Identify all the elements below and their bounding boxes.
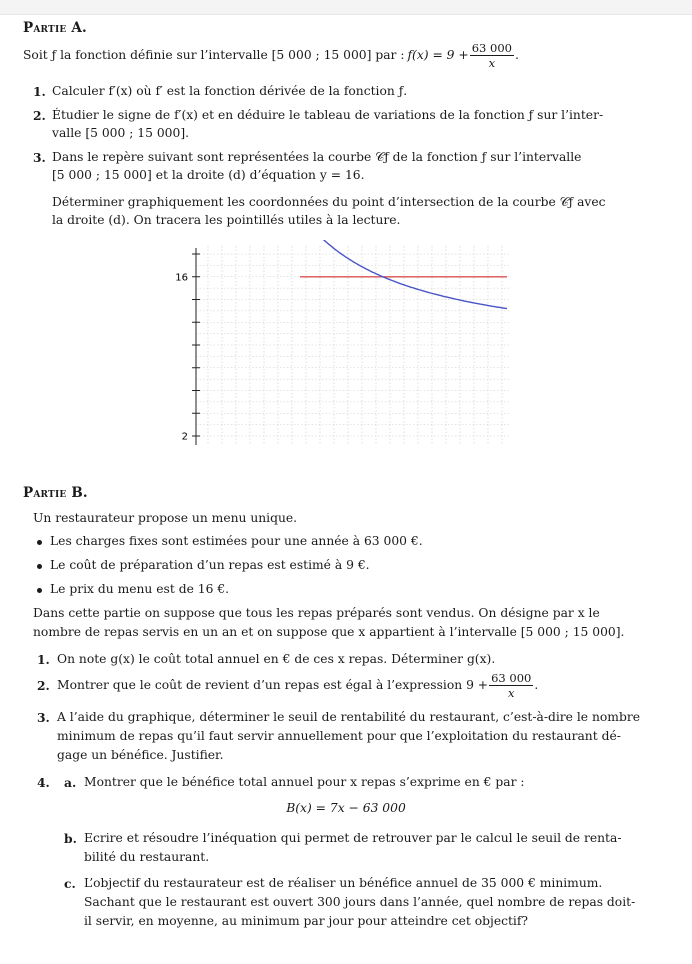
partB-bullet-3: Le prix du menu est de 16 €. [50, 582, 230, 596]
partB-intro: Un restaurateur propose un menu unique. [33, 511, 298, 525]
partB-q3-line3: gage un bénéfice. Justifier. [57, 748, 224, 762]
partA-q2-line1: Étudier le signe de f′(x) et en déduire le tableau de variations de la fonction ƒ sur l’inter- [52, 108, 604, 122]
graph-grid [196, 246, 510, 444]
partA-title: Partie A. [23, 20, 87, 36]
bullet-icon [37, 540, 42, 545]
partA-intro-text: Soit ƒ la fonction définie sur l’intervalle [5 000 ; 15 000] par : [23, 48, 405, 62]
y-tick-label-2: 2 [181, 431, 188, 443]
partA-intro-fx: f(x) = 9 + [407, 48, 469, 62]
partA-q3-number: 3. [33, 150, 46, 165]
partA-q3-line2: [5 000 ; 15 000] et la droite (d) d’équation y = 16. [52, 168, 365, 182]
partB-q4b-label: b. [64, 831, 77, 846]
fraction-denominator: x [507, 685, 515, 700]
partB-q4c-line3: il servir, en moyenne, au minimum par jour pour atteindre cet objectif? [84, 914, 529, 928]
fraction-denominator: x [488, 55, 496, 70]
partB-q4-number: 4. [37, 775, 50, 790]
partB-q3-line1: A l’aide du graphique, déterminer le seuil de rentabilité du restaurant, c’est-à-dire le nombre [57, 710, 640, 724]
partB-q4a-label: a. [64, 775, 77, 790]
partB-bullet-1: Les charges fixes sont estimées pour une année à 63 000 €. [50, 534, 423, 548]
partA-q1-number: 1. [33, 84, 46, 99]
partB-q1-number: 1. [37, 652, 50, 667]
partB-q4b-line2: bilité du restaurant. [84, 850, 210, 864]
bullet-icon [37, 588, 42, 593]
partB-para-line2: nombre de repas servis en un an et on suppose que x appartient à l’intervalle [5 000 ; 15 000]. [33, 625, 625, 639]
partB-q2-fraction [489, 671, 533, 700]
partA-intro: Soit ƒ la fonction définie sur l’intervalle [5 000 ; 15 000] par : f(x) = 9 + $\frac{63 000}{x}$ . [23, 40, 519, 70]
fraction-numerator: 63 000 [491, 670, 532, 685]
partB-q2-number: 2. [37, 678, 50, 693]
partA-q2-line2: valle [5 000 ; 15 000]. [52, 126, 190, 140]
partB-q4b-line1: Ecrire et résoudre l’inéquation qui permet de retrouver par le calcul le seuil de renta- [84, 831, 622, 845]
partA-intro-fraction [470, 41, 514, 70]
partA-q3-line1: Dans le repère suivant sont représentées la courbe 𝒞ƒ de la fonction ƒ sur l’intervalle [52, 150, 582, 164]
bullet-icon [37, 564, 42, 569]
fraction-numerator: 63 000 [471, 40, 512, 55]
partB-q4a-text: Montrer que le bénéfice total annuel pour x repas s’exprime en € par : [84, 775, 525, 789]
partB-q3-line2: minimum de repas qu’il faut servir annuellement pour que l’exploitation du restaurant dé- [57, 729, 621, 743]
partB-q4c-label: c. [64, 876, 76, 891]
y-tick-label-16: 16 [175, 272, 188, 284]
partB-q4c-line1: L’objectif du restaurateur est de réaliser un bénéfice annuel de 35 000 € minimum. [84, 876, 603, 890]
partB-q2-text: Montrer que le coût de revient d’un repas est égal à l’expression 9 + [57, 678, 489, 692]
partB-q1-text: On note g(x) le coût total annuel en € de ces x repas. Déterminer g(x). [57, 652, 496, 666]
partA-q2-number: 2. [33, 108, 46, 123]
partB-q3-number: 3. [37, 710, 50, 725]
benefit-formula: B(x) = 7x − 63 000 [286, 801, 406, 815]
partB-q2: Montrer que le coût de revient d’un repas est égal à l’expression 9 + $\frac{63 000}{x}$ . [57, 670, 539, 700]
curve-cf [300, 240, 507, 309]
partB-q4c-line2: Sachant que le restaurant est ouvert 300 jours dans l’année, quel nombre de repas doit- [84, 895, 636, 909]
function-graph [150, 240, 530, 450]
partA-q3-line3: Déterminer graphiquement les coordonnées du point d’intersection de la courbe 𝒞ƒ avec [52, 195, 606, 209]
partA-q1-text: Calculer f′(x) où f′ est la fonction dérivée de la fonction ƒ. [52, 84, 408, 98]
partA-q3-line4: la droite (d). On tracera les pointillés utiles à la lecture. [52, 213, 401, 227]
partB-title: Partie B. [23, 485, 88, 501]
partB-bullet-2: Le coût de préparation d’un repas est estimé à 9 €. [50, 558, 370, 572]
partB-para-line1: Dans cette partie on suppose que tous les repas préparés sont vendus. On désigne par x le [33, 606, 600, 620]
